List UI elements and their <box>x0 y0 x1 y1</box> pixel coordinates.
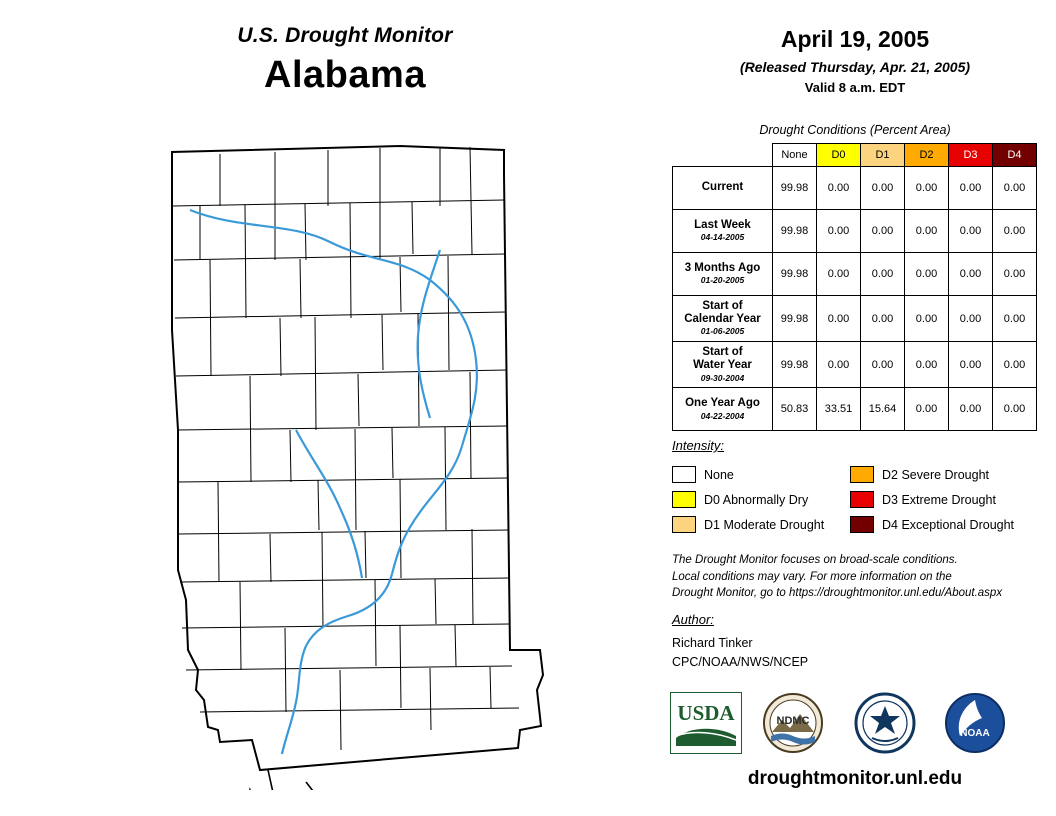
row-label-text: Last Week <box>694 219 751 231</box>
cell-lastweek-none: 99.98 <box>773 210 817 253</box>
row-label-text-line1: Start of <box>702 300 743 312</box>
legend-item-d0 <box>672 491 850 508</box>
legend-item-d3 <box>850 491 1042 508</box>
author-block <box>672 634 808 672</box>
row-label-3-months-ago <box>673 253 773 296</box>
cell-current-d4: 0.00 <box>993 167 1037 210</box>
table-row <box>673 253 1037 296</box>
cell-lastweek-d1: 0.00 <box>861 210 905 253</box>
cell-3months-d0: 0.00 <box>817 253 861 296</box>
cell-current-d0: 0.00 <box>817 167 861 210</box>
table-header-row <box>673 144 1037 167</box>
report-header <box>660 26 1050 95</box>
ndmc-logo <box>760 692 826 759</box>
legend-swatch-d1 <box>672 516 696 533</box>
cell-oneyear-d2: 0.00 <box>905 388 949 431</box>
cell-current-none: 99.98 <box>773 167 817 210</box>
intensity-legend <box>672 462 1042 537</box>
legend-swatch-d0 <box>672 491 696 508</box>
cell-3months-none: 99.98 <box>773 253 817 296</box>
release-date: (Released Thursday, Apr. 21, 2005) <box>739 59 971 75</box>
legend-swatch-none <box>672 466 696 483</box>
cell-current-d2: 0.00 <box>905 167 949 210</box>
table-row <box>673 342 1037 388</box>
state-outline-group <box>172 146 543 770</box>
state-outline <box>172 146 543 770</box>
cell-wateryear-d2: 0.00 <box>905 342 949 388</box>
drought-conditions-table <box>672 143 1037 431</box>
row-label-text: 3 Months Ago <box>684 262 761 274</box>
row-label-text: Current <box>701 181 744 194</box>
row-label-date: 09-30-2004 <box>700 372 745 383</box>
table-caption: Drought Conditions (Percent Area) <box>759 123 951 137</box>
legend-item-d4 <box>850 516 1042 533</box>
cell-3months-d4: 0.00 <box>993 253 1037 296</box>
table-row <box>673 167 1037 210</box>
cell-current-d1: 0.00 <box>861 167 905 210</box>
cell-lastweek-d4: 0.00 <box>993 210 1037 253</box>
column-header-none: None <box>773 144 817 167</box>
row-label-text-line2: Calendar Year <box>684 313 761 326</box>
cell-calyear-d3: 0.00 <box>949 296 993 342</box>
cell-3months-d2: 0.00 <box>905 253 949 296</box>
cell-lastweek-d3: 0.00 <box>949 210 993 253</box>
page-title: U.S. Drought Monitor <box>237 24 453 47</box>
legend-swatch-d4 <box>850 516 874 533</box>
logo-row <box>660 692 1050 762</box>
cell-lastweek-d2: 0.00 <box>905 210 949 253</box>
report-date: April 19, 2005 <box>780 26 930 52</box>
column-header-d2: D2 <box>905 144 949 167</box>
noaa-logo <box>942 692 1008 759</box>
notes-line-3: Drought Monitor, go to https://droughtmonitor.unl.edu/About.aspx <box>672 587 1003 600</box>
table-row <box>673 296 1037 342</box>
svg-text:USDA: USDA <box>677 701 735 725</box>
table-row <box>673 388 1037 431</box>
legend-label-d0: D0 Abnormally Dry <box>704 492 809 507</box>
legend-item-none <box>672 466 850 483</box>
legend-title: Intensity: <box>672 438 725 453</box>
column-header-d1: D1 <box>861 144 905 167</box>
cell-calyear-d0: 0.00 <box>817 296 861 342</box>
cell-wateryear-d1: 0.00 <box>861 342 905 388</box>
cell-oneyear-d0: 33.51 <box>817 388 861 431</box>
coastline-detail <box>242 770 372 790</box>
cell-oneyear-d4: 0.00 <box>993 388 1037 431</box>
legend-label-d1: D1 Moderate Drought <box>704 517 825 532</box>
cell-oneyear-none: 50.83 <box>773 388 817 431</box>
row-label-date: 04-14-2005 <box>700 232 745 243</box>
state-title: Alabama <box>264 54 426 96</box>
author-name: Richard Tinker <box>672 636 753 650</box>
column-header-d3: D3 <box>949 144 993 167</box>
row-label-start-calendar-year <box>673 296 773 342</box>
cell-calyear-none: 99.98 <box>773 296 817 342</box>
cell-wateryear-none: 99.98 <box>773 342 817 388</box>
legend-swatch-d3 <box>850 491 874 508</box>
notes-line-1: The Drought Monitor focuses on broad-scale conditions. <box>672 554 958 566</box>
usda-seal-logo <box>852 692 918 759</box>
row-label-text: One Year Ago <box>685 397 760 410</box>
cell-wateryear-d4: 0.00 <box>993 342 1037 388</box>
legend-label-d4: D4 Exceptional Drought <box>882 517 1015 532</box>
svg-text:NOAA: NOAA <box>960 728 990 739</box>
row-label-date: 01-06-2005 <box>700 326 745 337</box>
legend-item-d1 <box>672 516 850 533</box>
row-label-text-line2: Water Year <box>693 359 752 372</box>
row-label-date: 04-22-2004 <box>700 410 745 421</box>
column-header-d4: D4 <box>993 144 1037 167</box>
cell-oneyear-d3: 0.00 <box>949 388 993 431</box>
table-row <box>673 210 1037 253</box>
cell-calyear-d1: 0.00 <box>861 296 905 342</box>
svg-text:NDMC: NDMC <box>776 715 810 727</box>
cell-current-d3: 0.00 <box>949 167 993 210</box>
legend-label-d3: D3 Extreme Drought <box>882 492 996 507</box>
legend-swatch-d2 <box>850 466 874 483</box>
row-label-current <box>673 167 773 210</box>
cell-calyear-d2: 0.00 <box>905 296 949 342</box>
row-label-last-week <box>673 210 773 253</box>
alabama-drought-map <box>100 130 600 790</box>
cell-oneyear-d1: 15.64 <box>861 388 905 431</box>
row-label-text-line1: Start of <box>702 346 743 359</box>
usda-logo <box>670 692 742 759</box>
row-label-one-year-ago <box>673 388 773 431</box>
cell-3months-d3: 0.00 <box>949 253 993 296</box>
column-header-d0: D0 <box>817 144 861 167</box>
author-title: Author: <box>672 612 714 627</box>
cell-wateryear-d0: 0.00 <box>817 342 861 388</box>
title-block <box>110 24 580 97</box>
legend-item-d2 <box>850 466 1042 483</box>
row-label-start-water-year <box>673 342 773 388</box>
valid-time: Valid 8 a.m. EDT <box>804 80 906 95</box>
cell-calyear-d4: 0.00 <box>993 296 1037 342</box>
footer-url[interactable]: droughtmonitor.unl.edu <box>747 768 963 789</box>
disclaimer-notes <box>672 552 1052 602</box>
legend-label-d2: D2 Severe Drought <box>882 467 990 482</box>
legend-label-none: None <box>704 467 734 482</box>
author-affiliation: CPC/NOAA/NWS/NCEP <box>672 654 809 669</box>
cell-3months-d1: 0.00 <box>861 253 905 296</box>
cell-lastweek-d0: 0.00 <box>817 210 861 253</box>
row-label-date: 01-20-2005 <box>700 275 745 286</box>
table-corner-cell <box>673 144 773 167</box>
notes-line-2: Local conditions may vary. For more information on the <box>672 570 952 583</box>
cell-wateryear-d3: 0.00 <box>949 342 993 388</box>
